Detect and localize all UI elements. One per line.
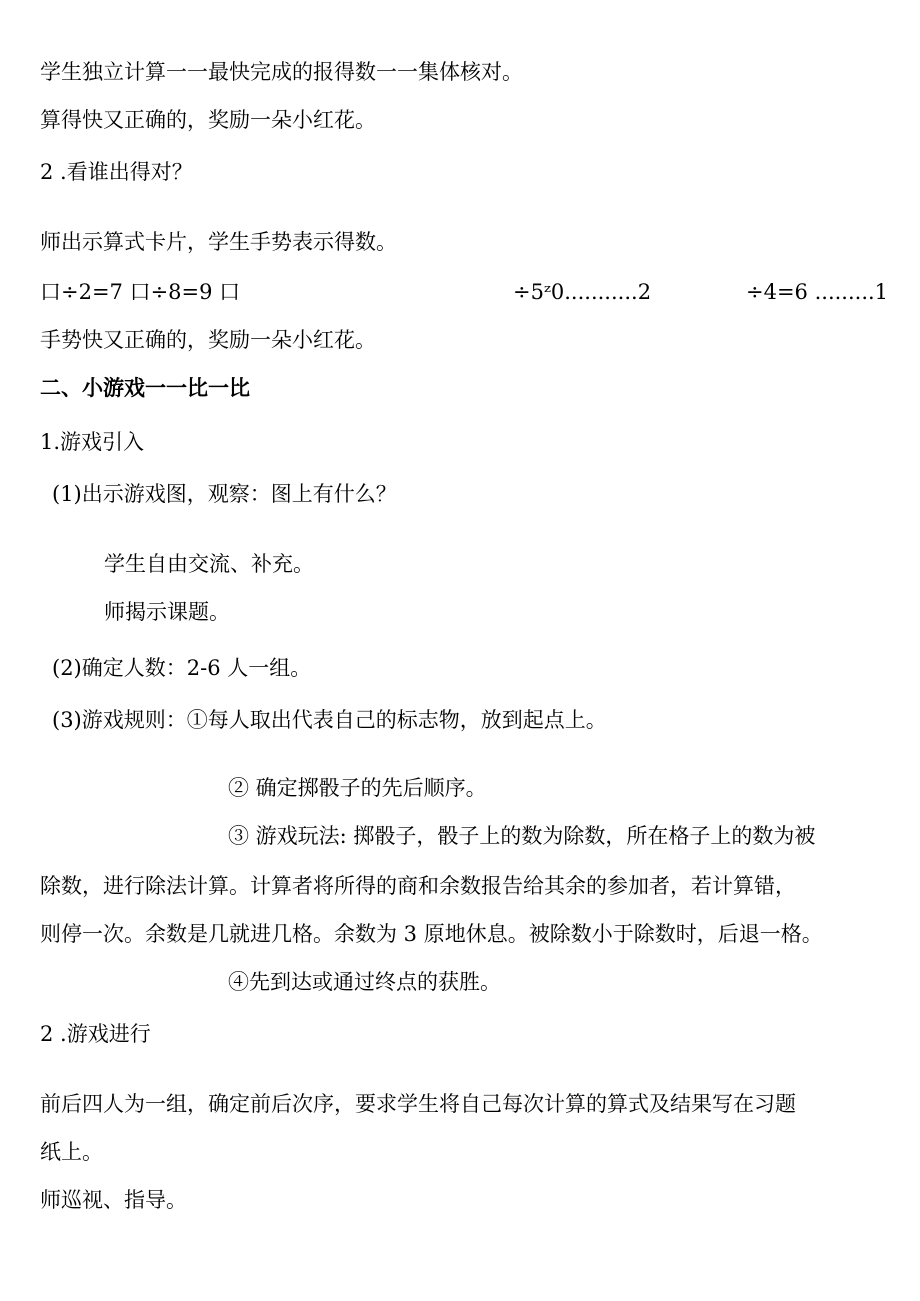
list-item-teacher-reveals-topic: 师揭示课题。 [104, 600, 230, 624]
subheading-game-intro: 1.游戏引入 [40, 430, 145, 454]
subheading-game-proceeds: 2 .游戏进行 [40, 1022, 151, 1046]
paragraph-teacher-patrols: 师巡视、指导。 [40, 1188, 187, 1212]
paragraph-calculation-check: 学生独立计算一一最快完成的报得数一一集体核对。 [40, 60, 523, 84]
formula-part-2: ÷5ᶻ0...........2 [513, 280, 652, 304]
formula-part-3: ÷4=6 .........1 [746, 280, 889, 304]
rule-how-to-play: ③ 游戏玩法: 掷骰子，骰子上的数为除数，所在格子上的数为被 [228, 824, 816, 848]
formula-part-1: 口÷2=7 口÷8=9 口 [40, 280, 241, 304]
list-item-show-game-map: (1)出示游戏图，观察：图上有什么？ [52, 482, 397, 506]
list-item-students-discuss: 学生自由交流、补充。 [104, 552, 314, 576]
paragraph-reward-fast: 算得快又正确的，奖励一朵小红花。 [40, 108, 376, 132]
paragraph-group-of-four-line-1: 前后四人为一组，确定前后次序，要求学生将自己每次计算的算式及结果写在习题 [40, 1092, 796, 1116]
paragraph-group-of-four-line-2: 纸上。 [40, 1140, 103, 1164]
rule-winner: ④先到达或通过终点的获胜。 [228, 970, 501, 994]
paragraph-teacher-shows-cards: 师出示算式卡片，学生手势表示得数。 [40, 230, 397, 254]
rule-dice-order: ② 确定掷骰子的先后顺序。 [228, 776, 487, 800]
list-item-game-rules: (3)游戏规则：①每人取出代表自己的标志物，放到起点上。 [52, 708, 607, 732]
rule-how-to-play-cont-2: 则停一次。余数是几就进几格。余数为 3 原地休息。被除数小于除数时，后退一格。 [40, 922, 823, 946]
rule-how-to-play-cont-1: 除数，进行除法计算。计算者将所得的商和余数报告给其余的参加者，若计算错， [40, 874, 796, 898]
list-item-group-size: (2)确定人数：2-6 人一组。 [52, 656, 312, 680]
section-title-mini-game: 二、小游戏一一比一比 [40, 375, 250, 400]
paragraph-reward-gesture: 手势快又正确的，奖励一朵小红花。 [40, 328, 376, 352]
subheading-who-is-right: 2 .看谁出得对？ [40, 160, 193, 184]
